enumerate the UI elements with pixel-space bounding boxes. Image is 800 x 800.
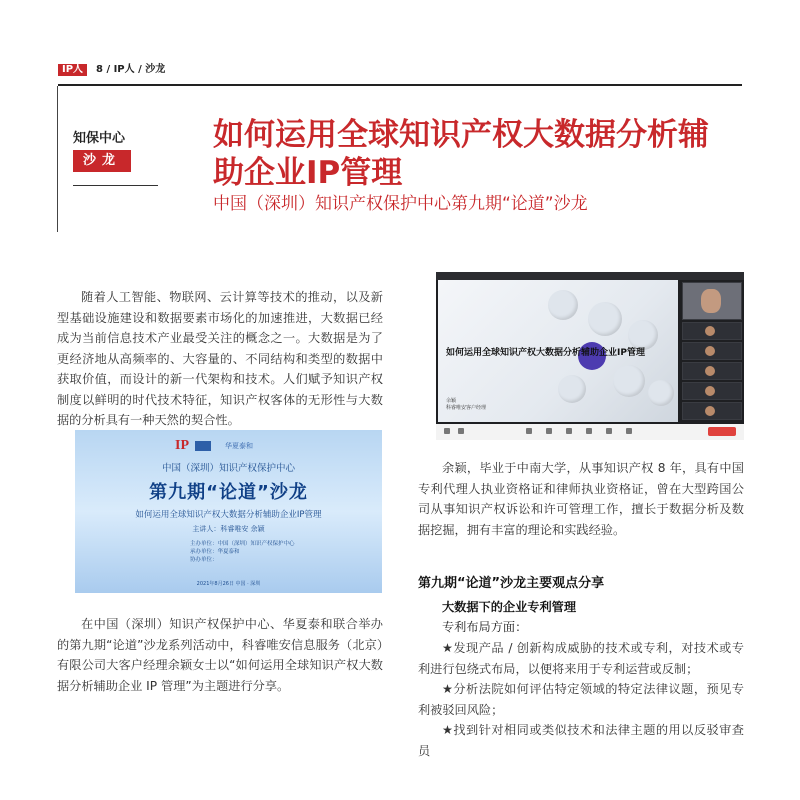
sidebar-vertical-rule — [57, 86, 58, 232]
participant-video[interactable] — [682, 282, 742, 320]
banner-title: 第九期“论道”沙龙 — [149, 482, 308, 503]
record-icon[interactable] — [606, 428, 612, 434]
reactions-icon[interactable] — [626, 428, 632, 434]
security-icon[interactable] — [526, 428, 532, 434]
header-divider — [58, 84, 742, 86]
event-paragraph: 在中国（深圳）知识产权保护中心、华夏泰和联合举办的第九期“论道”沙龙系列活动中，科睿唯安信息服务（北京）有限公司大客户经理余颖女士以“如何运用全球知识产权大数据分析辅助企业 IP 管理”为主题进行分享。 — [57, 617, 383, 693]
banner-organizer: 中国（深圳）知识产权保护中心 — [161, 463, 295, 474]
avatar — [705, 406, 715, 416]
presenter-role: 科睿唯安客户经理 — [446, 405, 487, 411]
slide-title: 如何运用全球知识产权大数据分析辅助企业IP管理 — [446, 348, 645, 358]
section-heading: 第九期“论道”沙龙主要观点分享 — [418, 576, 605, 591]
banner-date: 2021年8月26日 中国 · 深圳 — [196, 581, 261, 587]
banner-topic: 如何运用全球知识产权大数据分析辅助企业IP管理 — [135, 510, 322, 520]
sidebar-title: 知保中心 — [73, 131, 126, 146]
bullet-point: ★找到针对相同或类似技术和法律主题的用以反驳审查员 — [418, 723, 744, 758]
page-breadcrumb: 8 / IP人 / 沙龙 — [96, 64, 166, 75]
banner-speaker: 主讲人：科睿唯安 余颖 — [192, 525, 265, 533]
participant-video[interactable] — [682, 342, 742, 360]
microphone-icon[interactable] — [444, 428, 450, 434]
participant-video[interactable] — [682, 402, 742, 420]
organizer-logo-icon — [195, 441, 211, 451]
article-subtitle: 中国（深圳）知识产权保护中心第九期“论道”沙龙 — [213, 194, 588, 214]
participant-video[interactable] — [682, 362, 742, 380]
avatar — [705, 346, 715, 356]
decor-bubble — [613, 365, 645, 397]
participant-strip — [682, 282, 740, 424]
section-badge: IP人 — [58, 64, 87, 76]
avatar — [705, 326, 715, 336]
ip-logo-icon: IP — [175, 438, 189, 453]
presenter-name: 余颖 — [446, 398, 457, 404]
slide-presenter — [446, 398, 486, 412]
avatar — [705, 366, 715, 376]
shared-slide — [438, 280, 678, 422]
banner-hosts: 主办单位：中国（深圳）知识产权保护中心 承办单位：华夏泰和 协办单位： — [190, 541, 295, 563]
share-screen-icon[interactable] — [586, 428, 592, 434]
event-banner-image — [75, 430, 382, 593]
avatar — [701, 289, 721, 313]
bullet-point: ★分析法院如何评估特定领域的特定法律议题，预见专利被驳回风险； — [418, 682, 744, 717]
sidebar-badge: 沙龙 — [73, 150, 131, 172]
meeting-toolbar — [436, 424, 744, 440]
section-topic: 专利布局方面： — [442, 620, 528, 634]
bullet-point: ★发现产品 / 创新构成威胁的技术或专利，对技术或专利进行包绕式布局，以便将来用于专利运营或反制； — [418, 641, 744, 676]
decor-bubble — [548, 290, 578, 320]
decor-bubble — [648, 380, 674, 406]
chat-icon[interactable] — [566, 428, 572, 434]
article-title: 如何运用全球知识产权大数据分析辅助企业IP管理 — [213, 117, 709, 191]
section-subheading: 大数据下的企业专利管理 — [442, 600, 577, 614]
camera-icon[interactable] — [458, 428, 464, 434]
speaker-bio-paragraph: 余颖，毕业于中南大学，从事知识产权 8 年，具有中国专利代理人执业资格证和律师执业资格证，曾在大型跨国公司从事知识产权诉讼和许可管理工作，擅长于数据分析及数据挖掘，拥有丰富的理论和实践经验。 — [418, 461, 744, 537]
participant-video[interactable] — [682, 322, 742, 340]
participants-icon[interactable] — [546, 428, 552, 434]
avatar — [705, 386, 715, 396]
partner-logo: 华夏泰和 — [225, 442, 253, 450]
sidebar-divider — [73, 185, 158, 186]
meeting-top-bar — [436, 272, 744, 280]
banner-logos — [175, 439, 285, 453]
video-meeting-screenshot — [436, 272, 744, 440]
intro-paragraph: 随着人工智能、物联网、云计算等技术的推动，以及新型基础设施建设和数据要素市场化的加速推进，大数据已经成为当前信息技术产业最受关注的概念之一。大数据是为了更经济地从高频率的、大容量的、不同结构和类型的数据中获取价值，而设计的新一代架构和技术。人们赋予知识产权制度以鲜明的时代技术特征，知识产权客体的无形性与大数据的分析具有一种天然的契合性。 — [57, 290, 383, 427]
participant-video[interactable] — [682, 382, 742, 400]
decor-bubble — [588, 302, 622, 336]
decor-bubble — [558, 375, 586, 403]
end-meeting-button[interactable] — [708, 427, 736, 436]
